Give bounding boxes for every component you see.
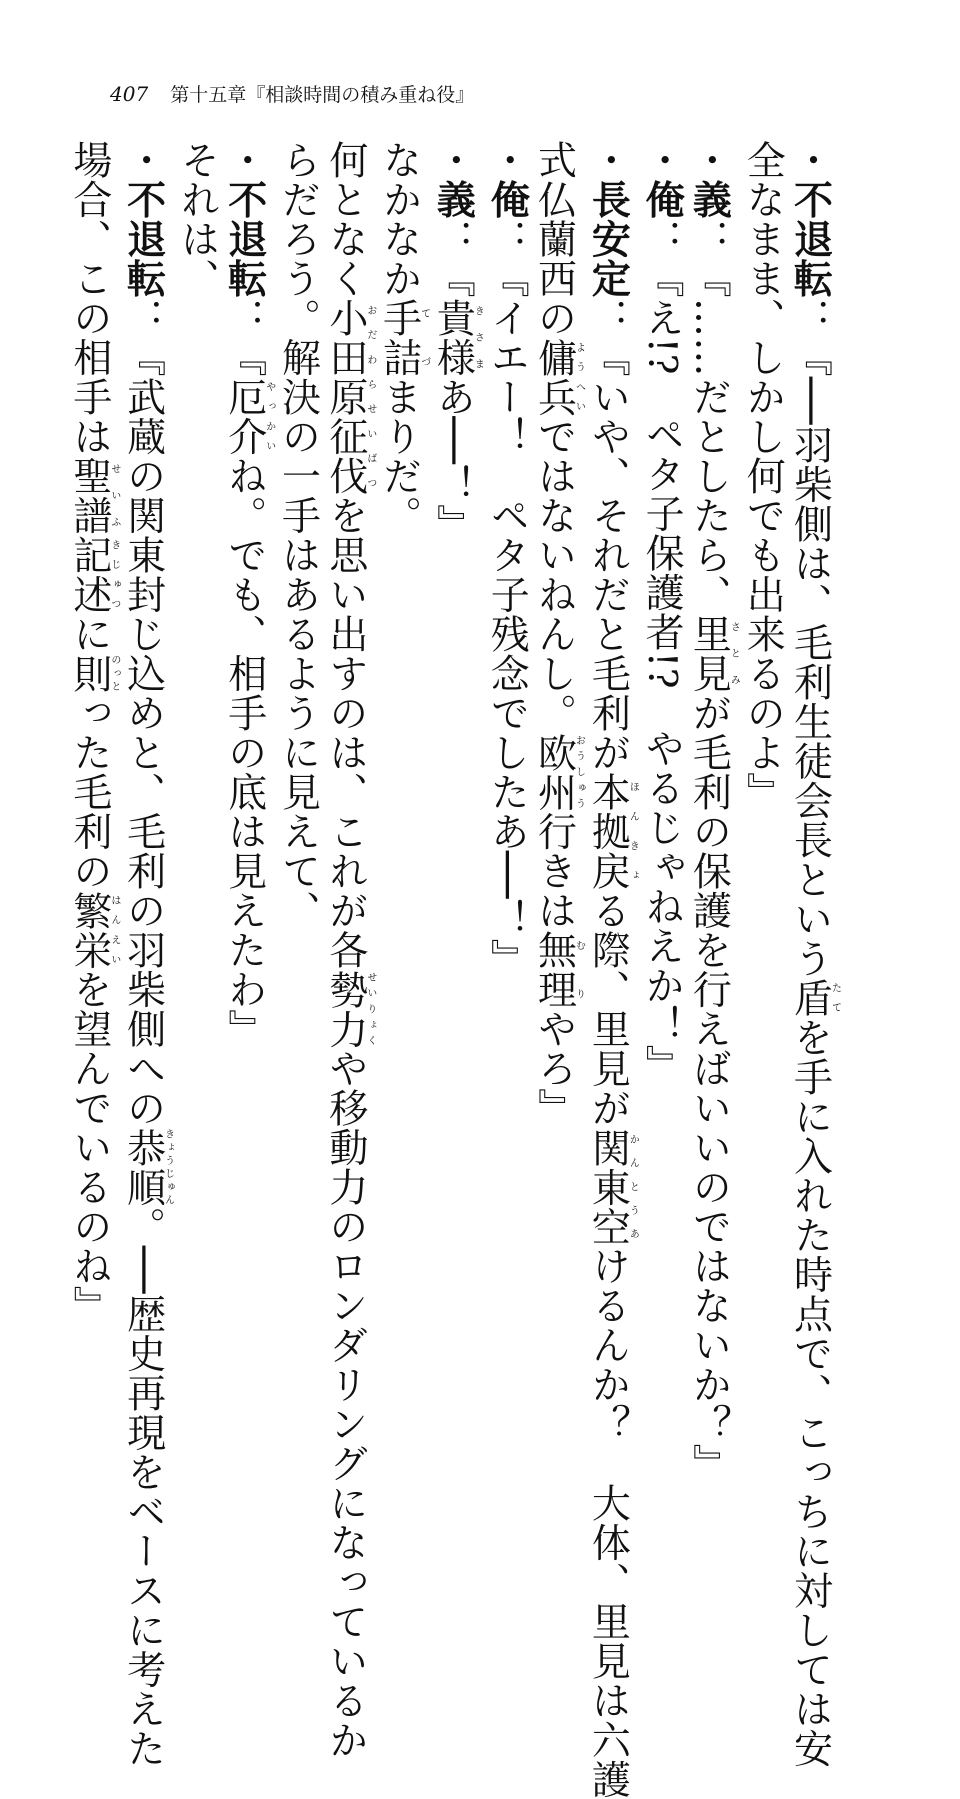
speaker-name: 不退転 [221,179,267,298]
ruby-word: 関東空かんとうあ [585,1127,639,1246]
ruby-word: 則のっと [66,653,120,693]
speaker-name: 不退転 [120,179,166,298]
page-number: 407 [110,82,149,106]
text-line: 全なまま、しかし何でも出来るのよ』 [740,140,786,812]
text-line: 場合、この相手は聖譜せいふ記述きじゅつに則のっとった毛利の繁栄はんえいを望んでいるのね』 [66,140,120,1325]
ruby-word: 無理むり [531,930,585,1009]
ruby-word: 盾たて [787,977,841,1018]
ruby-word: 記述きじゅつ [66,535,120,614]
ruby-word: 手詰てづ [376,298,430,377]
text-line: ・義：『貴様きさまあ──！』 [430,140,484,544]
ruby-word: 貴様きさま [430,298,484,377]
text-line: ・不退転：『──羽柴側は、毛利生徒会長という盾たてを手に入れた時点で、こっちに対しては安 [787,140,841,1768]
ruby-word: 繁栄はんえい [66,890,120,970]
ruby-word: 恭順きょうじゅん [120,1127,174,1207]
text-line: らだろう。解決の一手はあるように見えて、 [275,140,321,930]
text-line: ・不退転：『厄介やっかいね。でも、相手の底は見えたわ』 [221,140,275,1049]
text-line: ・長安定：『いや、それだと毛利が本拠戻ほんきょる際、里見が関東空かんとうあけるんか？ 大体、里見は六護 [585,140,639,1799]
speaker-name: 義 [430,179,476,219]
vertical-body-text [66,140,841,1799]
ruby-word: 小田原征伐おだわらせいばつ [322,298,376,496]
text-line: 式仏蘭西の傭兵ようへいではないねんし。欧州おうしゅう行きは無理むりやろ』 [531,140,585,1128]
speaker-name: 義 [686,179,732,219]
text-line: 何となく小田原征伐おだわらせいばつを思い出すのは、これが各勢力せいりょくや移動力のロンダリングになっているか [322,140,376,1760]
ruby-word: 本拠戻ほんきょ [585,772,639,891]
ruby-word: 里見さとみ [686,614,740,693]
speaker-name: 俺 [484,179,530,219]
ruby-word: 勢力せいりょく [322,969,376,1049]
text-line: なかなか手詰てづまりだ。 [376,140,430,535]
text-line: ・義：『……だとしたら、里見さとみが毛利の保護を行えばいいのではないか？』 [686,140,740,1483]
chapter-title: 第十五章『相談時間の積み重ね役』 [170,84,475,106]
text-line: ・俺：『イエー！ ペタ子残念でしたあ──！』 [484,140,530,978]
speaker-name: 長安定 [585,179,631,298]
speaker-name: 不退転 [787,179,833,298]
page-header [110,84,474,105]
text-line: それは、 [174,140,220,298]
text-line: ・不退転：『武蔵の関東封じ込めと、毛利の羽柴側への恭順きょうじゅん。──歴史再現をベースに考えた [120,140,174,1768]
ruby-word: 聖譜せいふ [66,456,120,535]
ruby-word: 厄介やっかい [221,377,275,456]
speaker-name: 俺 [639,179,685,219]
ruby-word: 傭兵ようへい [531,337,585,417]
ruby-word: 欧州おうしゅう [531,732,585,812]
text-line: ・俺：『え!? ペタ子保護者!? やるじゃねえか！』 [639,140,685,1085]
